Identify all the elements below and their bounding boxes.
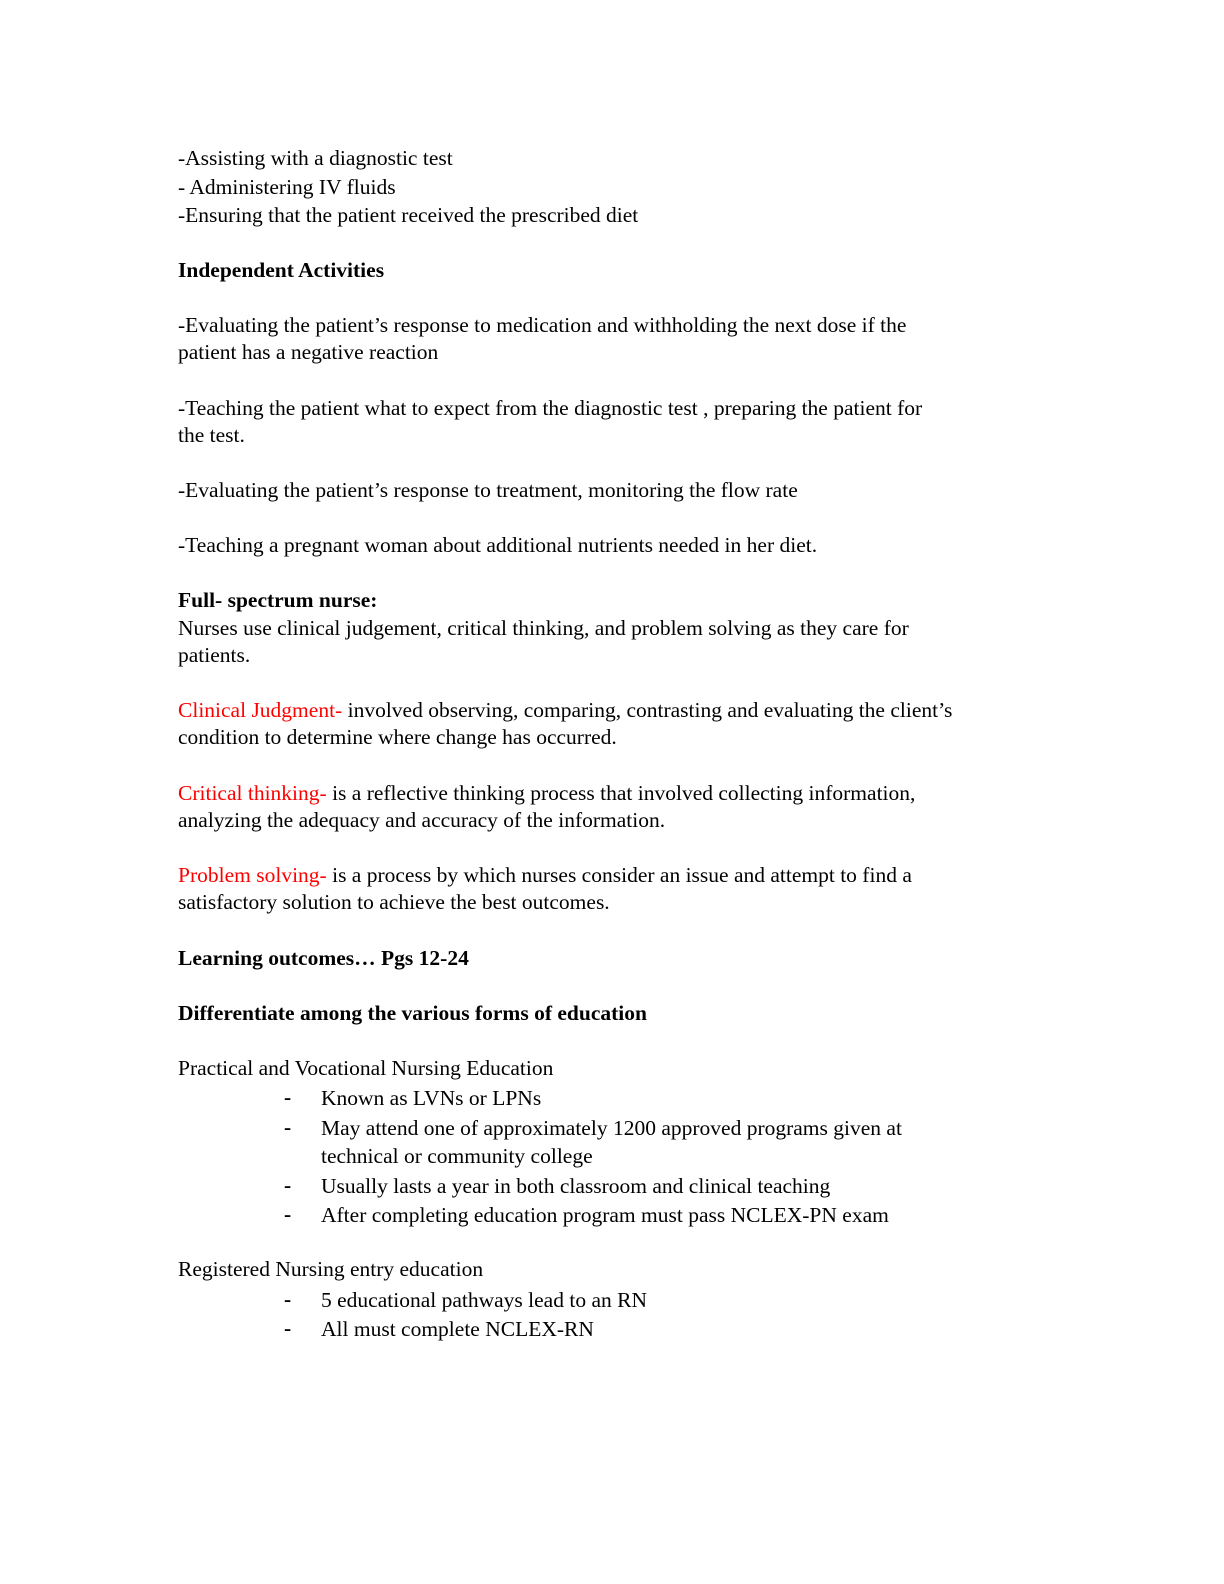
dependent-item: -Ensuring that the patient received the prescribed diet <box>178 203 639 227</box>
independent-item-continued: the test. <box>178 423 245 447</box>
definition-term: Critical thinking- <box>178 781 327 805</box>
independent-item-continued: patient has a negative reaction <box>178 340 439 364</box>
bullet-dash: - <box>284 1085 292 1109</box>
definition-continued: analyzing the adequacy and accuracy of the information. <box>178 808 666 832</box>
definition-term: Problem solving- <box>178 863 327 887</box>
definition-text: involved observing, comparing, contrasting and evaluating the client’s <box>342 698 953 722</box>
bullet-dash: - <box>284 1287 292 1311</box>
independent-item: -Evaluating the patient’s response to medication and withholding the next dose if the <box>178 313 907 337</box>
bullet-item: Usually lasts a year in both classroom and clinical teaching <box>321 1174 831 1198</box>
full-spectrum-text: Nurses use clinical judgement, critical thinking, and problem solving as they care for <box>178 616 909 640</box>
bullet-dash: - <box>284 1202 292 1226</box>
definition-term: Clinical Judgment- <box>178 698 343 722</box>
definition-text: is a process by which nurses consider an issue and attempt to find a <box>326 863 912 887</box>
dependent-item: - Administering IV fluids <box>178 175 396 199</box>
independent-item: -Teaching the patient what to expect from the diagnostic test , preparing the patient for <box>178 396 923 420</box>
definition-continued: satisfactory solution to achieve the best outcomes. <box>178 890 610 914</box>
full-spectrum-text: patients. <box>178 643 251 667</box>
bullet-item: After completing education program must pass NCLEX-PN exam <box>321 1203 889 1227</box>
bullet-dash: - <box>284 1115 292 1139</box>
dependent-item: -Assisting with a diagnostic test <box>178 146 453 170</box>
practical-title: Practical and Vocational Nursing Education <box>178 1056 554 1080</box>
registered-title: Registered Nursing entry education <box>178 1257 484 1281</box>
learning-outcomes-heading: Learning outcomes… Pgs 12-24 <box>178 946 469 970</box>
independent-item: -Teaching a pregnant woman about additional nutrients needed in her diet. <box>178 533 818 557</box>
bullet-dash: - <box>284 1316 292 1340</box>
education-subheading: Differentiate among the various forms of education <box>178 1001 647 1025</box>
bullet-item-continued: technical or community college <box>321 1144 593 1168</box>
bullet-item: Known as LVNs or LPNs <box>321 1086 542 1110</box>
full-spectrum-heading: Full- spectrum nurse: <box>178 588 378 612</box>
definition-problem-solving <box>178 862 912 889</box>
bullet-item: May attend one of approximately 1200 approved programs given at <box>321 1116 902 1140</box>
definition-text: is a reflective thinking process that involved collecting information, <box>326 781 916 805</box>
definition-clinical-judgment <box>178 697 952 724</box>
independent-heading: Independent Activities <box>178 258 385 282</box>
definition-critical-thinking <box>178 780 915 807</box>
bullet-dash: - <box>284 1173 292 1197</box>
bullet-item: All must complete NCLEX-RN <box>321 1317 594 1341</box>
bullet-item: 5 educational pathways lead to an RN <box>321 1288 647 1312</box>
definition-continued: condition to determine where change has occurred. <box>178 725 617 749</box>
independent-item: -Evaluating the patient’s response to treatment, monitoring the flow rate <box>178 478 798 502</box>
